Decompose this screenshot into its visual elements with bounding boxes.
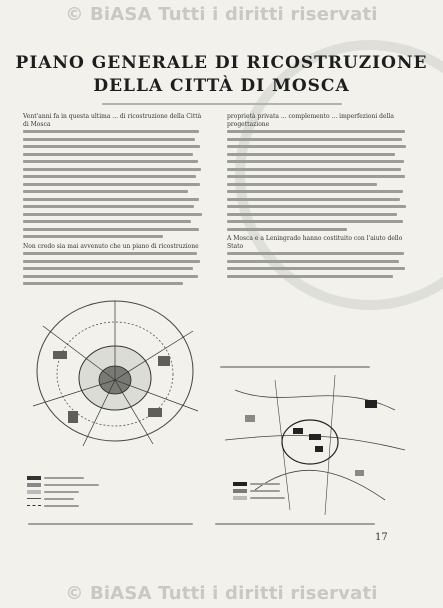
- watermark-bottom: © BiASA Tutti i diritti riservati: [65, 583, 378, 604]
- figure-radial-city-plan: [23, 296, 203, 506]
- body-snippet-left-1: Vent'anni fa in questa ultima ... di ricostruzione della Città di Mosca: [23, 113, 202, 128]
- figure-right-caption: [215, 523, 375, 530]
- body-snippet-right-2: A Mosca e a Leningrado hanno costituito con l'aiuto dello Stato: [227, 235, 403, 250]
- body-column-left: [23, 113, 203, 290]
- figure-schematic-city-plan: [215, 370, 410, 520]
- watermark-top: © BiASA Tutti i diritti riservati: [65, 4, 378, 25]
- article-subtitle: [60, 101, 383, 105]
- schematic-plan-legend: [233, 480, 285, 501]
- radial-plan-legend: [27, 474, 99, 509]
- figure-left-caption: [28, 523, 193, 530]
- body-column-right: [227, 113, 407, 282]
- page-number: 17: [375, 532, 388, 543]
- article-title-line-1: PIANO GENERALE DI RICOSTRUZIONE: [15, 53, 428, 73]
- body-snippet-left-2: Non credo sia mai avvenuto che un piano di ricostruzione: [23, 242, 199, 250]
- article-title-line-2: DELLA CITTÀ DI MOSCA: [93, 76, 350, 96]
- body-snippet-right-1: proprietà privata ... complemento ... imperfezioni della progettazione: [227, 113, 394, 128]
